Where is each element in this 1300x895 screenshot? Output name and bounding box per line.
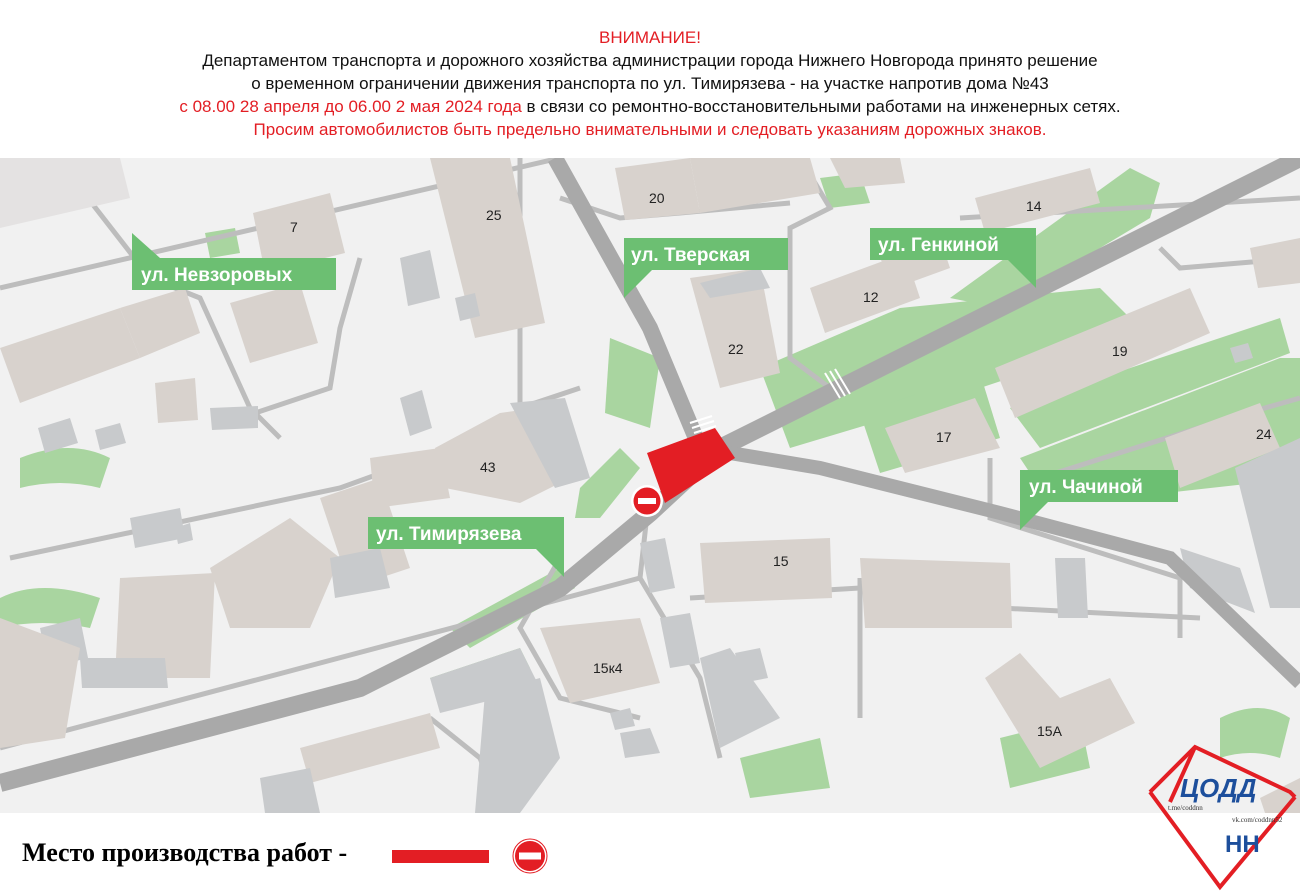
house-number: 22 xyxy=(728,341,744,357)
svg-text:ул. Тимирязева: ул. Тимирязева xyxy=(376,524,522,545)
house-number: 19 xyxy=(1112,343,1128,359)
notice-line-2: о временном ограничении движения транспорта по ул. Тимирязева - на участке напротив дома №43 xyxy=(251,74,1049,93)
house-number: 15А xyxy=(1037,723,1062,739)
svg-text:ул. Тверская: ул. Тверская xyxy=(631,245,751,266)
house-number: 20 xyxy=(649,190,665,206)
no-entry-sign-icon xyxy=(512,838,548,874)
house-number: 7 xyxy=(290,219,298,235)
svg-text:t.me/coddnn: t.me/coddnn xyxy=(1168,804,1203,812)
street-map xyxy=(0,158,1300,813)
svg-text:vk.com/coddnn52: vk.com/coddnn52 xyxy=(1232,816,1283,824)
codd-logo xyxy=(1140,742,1300,892)
house-number: 43 xyxy=(480,459,496,475)
house-number: 24 xyxy=(1256,426,1272,442)
notice-dates: с 08.00 28 апреля до 06.00 2 мая 2024 года xyxy=(179,97,522,116)
house-number: 15к4 xyxy=(593,660,623,676)
notice-line-3-rest: в связи со ремонтно-восстановительными работами на инженерных сетях. xyxy=(521,97,1121,116)
notice-line-4: Просим автомобилистов быть предельно внимательными и следовать указаниям дорожных знаков. xyxy=(253,120,1047,139)
svg-text:ЦОДД: ЦОДД xyxy=(1180,773,1257,803)
legend-label: Место производства работ - xyxy=(22,838,348,867)
svg-text:ул. Генкиной: ул. Генкиной xyxy=(878,235,999,256)
notice-line-3 xyxy=(0,95,1300,118)
notice-header xyxy=(0,0,1300,158)
svg-text:ул. Чачиной: ул. Чачиной xyxy=(1029,477,1143,498)
notice-title: ВНИМАНИЕ! xyxy=(599,28,701,47)
house-number: 12 xyxy=(863,289,879,305)
svg-text:ул. Невзоровых: ул. Невзоровых xyxy=(141,265,293,286)
house-number: 15 xyxy=(773,553,789,569)
house-number: 25 xyxy=(486,207,502,223)
svg-text:НН: НН xyxy=(1225,831,1260,858)
no-entry-sign-map xyxy=(631,485,663,517)
house-number: 17 xyxy=(936,429,952,445)
notice-line-1: Департаментом транспорта и дорожного хозяйства администрации города Нижнего Новгорода принято решение xyxy=(202,51,1098,70)
house-number: 14 xyxy=(1026,198,1042,214)
legend-work-bar xyxy=(392,850,489,863)
